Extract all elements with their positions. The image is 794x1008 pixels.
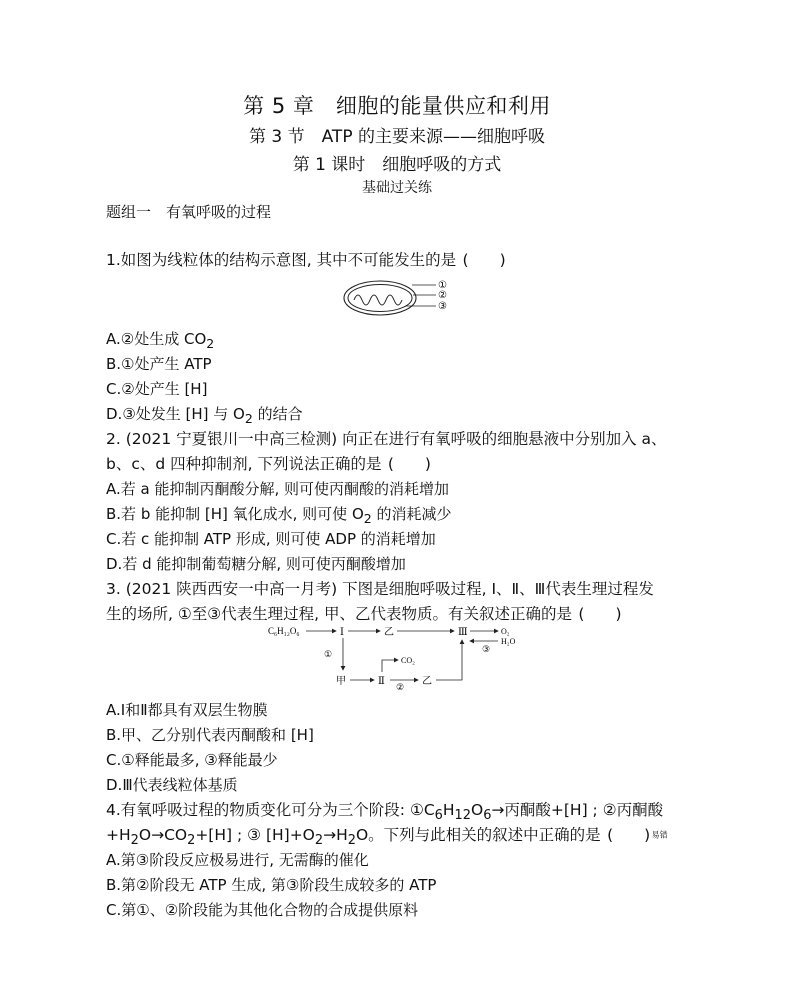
q1-option-d — [106, 404, 303, 429]
q2-answer-paren: ( ) — [387, 455, 431, 473]
paren-text: ( ) — [607, 826, 651, 844]
q4-text: O — [470, 801, 484, 819]
q4-text: +H — [106, 826, 131, 844]
substance-yi-top: 乙 — [384, 627, 394, 638]
q2-option-c: C.若 c 能抑制 ATP 形成, 则可使 ADP 的消耗增加 — [106, 530, 436, 548]
q2-option-d: D.若 d 能抑制葡萄糖分解, 则可使丙酮酸增加 — [106, 555, 406, 573]
process-2: ② — [396, 682, 405, 690]
label-3: ③ — [438, 301, 447, 312]
o2-label: O₂ — [501, 627, 510, 636]
subscript: 6 — [434, 808, 443, 824]
subscript: 2 — [347, 833, 356, 849]
subscript: 2 — [206, 336, 215, 351]
subscript: 6 — [483, 808, 492, 824]
lesson-title: 第 1 课时 细胞呼吸的方式 — [292, 155, 502, 175]
q2-option-b — [106, 504, 451, 529]
q2-option-b-text: B.若 b 能抑制 [H] 氧化成水, 则可使 O — [106, 505, 364, 523]
label-1: ① — [438, 280, 447, 291]
practice-heading: 基础过关练 — [362, 180, 432, 196]
q2-option-a: A.若 a 能抑制丙酮酸分解, 则可使丙酮酸的消耗增加 — [106, 480, 450, 498]
substance-yi-bottom: 乙 — [422, 676, 432, 687]
mitochondrion-figure — [340, 278, 460, 320]
q1-stem — [106, 250, 507, 270]
group-heading: 题组一 有氧呼吸的过程 — [106, 203, 272, 221]
q3-option-a: A.Ⅰ和Ⅱ都具有双层生物膜 — [106, 701, 268, 719]
q4-answer-paren — [606, 825, 652, 845]
q3-stem-text: 生的场所, ①至③代表生理过程, 甲、乙代表物质。有关叙述正确的是 — [106, 605, 573, 623]
site-2: Ⅱ — [378, 676, 385, 687]
subscript: 2 — [244, 411, 253, 426]
subscript: 2 — [187, 833, 196, 849]
site-1: Ⅰ — [340, 627, 344, 638]
subscript: 2 — [363, 511, 372, 526]
subscript: 12 — [454, 808, 471, 824]
q1-stem-text: 1.如图为线粒体的结构示意图, 其中不可能发生的是 — [106, 251, 457, 269]
q3-stem-line1: 3. (2021 陕西西安一中高一月考) 下图是细胞呼吸过程, Ⅰ、Ⅱ、Ⅲ代表生理过程发 — [106, 580, 654, 598]
glucose-label: C₆H₁₂O₆ — [268, 626, 300, 636]
site-3: Ⅲ — [458, 627, 468, 638]
q2-stem-text: b、c、d 四种抑制剂, 下列说法正确的是 — [106, 455, 382, 473]
q4-option-b: B.第②阶段无 ATP 生成, 第③阶段生成较多的 ATP — [106, 876, 437, 894]
q4-option-c: C.第①、②阶段能为其他化合物的合成提供原料 — [106, 901, 419, 919]
q4-text: O。下列与此相关的叙述中正确的是 — [355, 826, 601, 844]
q4-text: →丙酮酸+[H] ; ②丙酮酸 — [491, 801, 664, 819]
q3-stem-line2 — [106, 604, 623, 624]
q2-stem-line1: 2. (2021 宁夏银川一中高三检测) 向正在进行有氧呼吸的细胞悬液中分别加入 a、 — [106, 430, 667, 448]
q4-text: →H — [323, 826, 348, 844]
h2o-label: H₂O — [501, 637, 516, 646]
q2-stem-line2 — [106, 454, 432, 474]
q4-option-a: A.第③阶段反应极易进行, 无需酶的催化 — [106, 851, 369, 869]
q4-text: +[H] ; ③ [H]+O — [195, 826, 315, 844]
section-title: 第 3 节 ATP 的主要来源——细胞呼吸 — [249, 127, 545, 147]
label-2: ② — [438, 290, 447, 301]
q4-text: H — [442, 801, 455, 819]
q3-option-b: B.甲、乙分别代表丙酮酸和 [H] — [106, 726, 314, 744]
q4-stem-line1 — [106, 800, 663, 826]
q2-option-b-text-end: 的消耗减少 — [371, 505, 452, 523]
q4-text: 4.有氧呼吸过程的物质变化可分为三个阶段: ①C — [106, 801, 435, 819]
q1-option-d-text-end: 的结合 — [252, 405, 303, 423]
q1-option-c: C.②处产生 [H] — [106, 380, 208, 398]
process-3: ③ — [482, 644, 491, 654]
inner-membrane — [348, 285, 412, 312]
q4-stem-line2 — [106, 825, 668, 851]
q3-option-c: C.①释能最多, ③释能最少 — [106, 751, 278, 769]
subscript: 2 — [314, 833, 324, 849]
q1-option-a-text: A.②处生成 CO — [106, 330, 207, 348]
co2-label: CO₂ — [401, 656, 415, 665]
substance-jia: 甲 — [336, 676, 346, 687]
q3-option-d: D.Ⅲ代表线粒体基质 — [106, 776, 238, 794]
cristae — [354, 295, 402, 305]
chapter-title: 第 5 章 细胞的能量供应和利用 — [243, 94, 551, 118]
difficulty-tag: 易错 — [651, 830, 668, 840]
q1-answer-paren: ( ) — [462, 251, 506, 269]
q1-option-a — [106, 329, 214, 354]
process-1: ① — [324, 649, 333, 659]
subscript: 2 — [130, 833, 139, 849]
q1-option-d-text: D.③处发生 [H] 与 O — [106, 405, 245, 423]
q3-answer-paren: ( ) — [578, 605, 622, 623]
respiration-diagram — [262, 624, 542, 690]
q4-text: O→CO — [138, 826, 188, 844]
q1-option-b: B.①处产生 ATP — [106, 355, 212, 373]
